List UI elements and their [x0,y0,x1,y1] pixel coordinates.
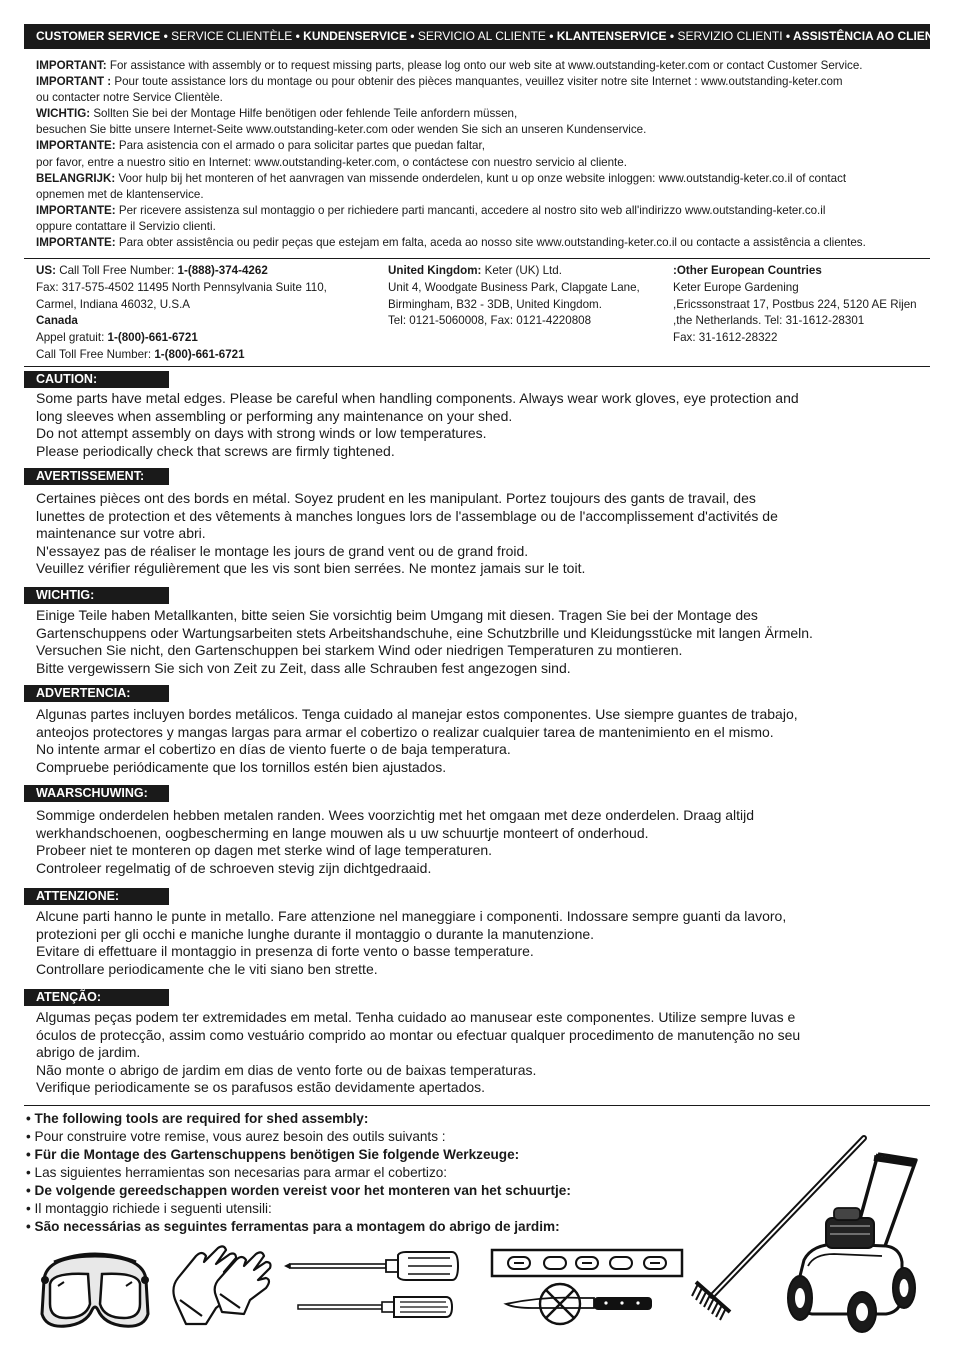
header-segment: SERVICE CLIENTÈLE [171,29,293,43]
notice-nl-cont: opnemen met de klantenservice. [36,187,204,201]
tools-line: • De volgende gereedschappen worden vereist voor het monteren van het schuurtje: [26,1183,571,1198]
section-body [36,390,916,460]
section-line: long sleeves when assembling or performing any maintenance on your shed. [36,407,513,424]
section-line: Please periodically check that screws are firmly tightened. [36,442,395,459]
customer-service-bar [24,24,949,49]
section-body [36,807,916,877]
section-line: werkhandschoenen, oogbescherming en lange mouwen als u uw schuurtje monteert of onderhoud. [36,824,649,841]
section-body [36,490,916,578]
section-label: WAARSCHUWING: [24,785,169,802]
section-label: AVERTISSEMENT: [24,468,169,485]
section-line: Einige Teile haben Metallkanten, bitte seien Sie vorsichtig beim Umgang mit diesen. Tragen Sie bei der Montage des [36,607,758,623]
header-segment: ASSISTÊNCIA AO CLIENTE [793,29,949,43]
section-line: Algunas partes incluyen bordes metálicos. Tenga cuidado al manejar estos componentes. Use siempre guantes de trabajo, [36,706,798,722]
section-line: óculos de protecção, assim como vestuário comprido ao montar ou efectuar qualquer procedimento de manutenção no seu [36,1026,801,1043]
section-line: Não monte o abrigo de jardim em dias de vento forte ou de baixas temperaturas. [36,1061,537,1078]
contact-uk: United Kingdom: Keter (UK) Ltd. Unit 4, Woodgate Business Park, Clapgate Lane, Birmingham, B32 - 3DB, United Kingdom. Tel: 0121-5060008, Fax: 0121-4220808 [388,264,640,328]
safety-goggles-icon [36,1242,154,1332]
contact-europe: :Other European Countries Keter Europe Gardening ,Ericssonstraat 17, Postbus 224, 5120 AE Rijen ,the Netherlands. Tel: 31-1612-28301 Fax: 31-1612-28322 [673,264,917,345]
tools-line: • Pour construire votre remise, vous aurez besoin des outils suivants : [26,1129,446,1144]
notice-es: IMPORTANTE: Para asistencia con el armado o para solicitar partes que puedan faltar, [36,139,485,153]
section-line: Alcune parti hanno le punte in metallo. Fare attenzione nel maneggiare i componenti. Indossare sempre guanti da lavoro, [36,908,787,924]
section-body [36,1009,916,1097]
notice-pt: IMPORTANTE: Para obter assistência ou pedir peças que estejam em falta, aceda ao nosso site www.outstanding-keter.co.il ou contacte a assistência a clientes. [36,236,866,250]
section-label: ATENÇÃO: [24,989,169,1006]
section-label: ATTENZIONE: [24,888,169,905]
section-line: Probeer niet te monteren op dagen met sterke wind of lage temperaturen. [36,842,493,859]
header-segment: CUSTOMER SERVICE [36,29,161,43]
divider [24,258,930,259]
divider [24,366,930,367]
header-segment: • [406,29,418,43]
section-label: ADVERTENCIA: [24,685,169,702]
tools-line: • Für die Montage des Gartenschuppens benötigen Sie folgende Werkzeuge: [26,1147,520,1162]
section-line: lunettes de protection et des vêtements à manches longues lors de l'assemblage ou de l'accomplissement d'activités de [36,507,778,524]
section-line: No intente armar el cobertizo en días de viento fuerte o de baja temperatura. [36,741,511,758]
notice-nl: BELANGRIJK: Voor hulp bij het monteren of het aanvragen van missende onderdelen, kunt u op onze website inloggen: www.outstandig-keter.co.il of contact [36,171,847,185]
important-notices [36,58,926,251]
section-line: abrigo de jardim. [36,1044,141,1061]
phillips-screwdriver-icon [280,1246,460,1286]
section-line: N'essayez pas de réaliser le montage les jours de grand vent ou de grand froid. [36,542,529,559]
section-label: WICHTIG: [24,587,169,604]
header-segment: • [160,29,172,43]
section-line: protezioni per gli occhi e maniche lunghe durante il montaggio o durante la manutenzione. [36,925,595,942]
section-line: Sommige onderdelen hebben metalen randen. Wees voorzichtig met het omgaan met deze onderdelen. Draag altijd [36,807,755,823]
header-segment: • [545,29,557,43]
section-body [36,908,916,978]
flat-screwdriver-icon [296,1292,456,1322]
divider [24,1105,930,1106]
section-line: Gartenschuppens oder Wartungsarbeiten stets Arbeitshandschuhe, eine Schutzbrille und Kleidungsstücke mit langen Ärmeln. [36,624,813,641]
spirit-level-icon [490,1246,686,1280]
section-line: Compruebe periódicamente que los tornillos estén bien ajustados. [36,758,447,775]
section-line: Some parts have metal edges. Please be careful when handling components. Always wear work gloves, eye protection and [36,390,799,406]
header-segment: • [666,29,678,43]
header-segment: SERVIZIO CLIENTI [677,29,783,43]
section-line: Certaines pièces ont des bords en métal. Soyez prudent en les manipulant. Portez toujours des gants de travail, des [36,490,756,506]
section-line: maintenance sur votre abri. [36,525,206,542]
lawn-mower-icon [782,1148,920,1334]
work-gloves-icon [166,1242,274,1326]
notice-fr-cont: ou contacter notre Service Clientèle. [36,91,223,105]
section-line: Controllare periodicamente che le viti siano ben strette. [36,960,378,977]
tools-line: • Las siguientes herramientas son necesarias para armar el cobertizo: [26,1165,448,1180]
contact-us-canada: US: Call Toll Free Number: 1-(888)-374-4262 Fax: 317-575-4502 11495 North Pennsylvania Suite 110, Carmel, Indiana 46032, U.S.A Canada Appel gratuit: 1-(800)-661-6721 Call Toll Free Number: 1-(800)-661-6721 [36,264,327,361]
tools-line: • Il montaggio richiede i seguenti utensili: [26,1201,272,1216]
tools-line: • São necessárias as seguintes ferramentas para a montagem do abrigo de jardim: [26,1219,560,1234]
notice-de: WICHTIG: Sollten Sie bei der Montage Hilfe benötigen oder fehlende Teile anfordern müssen, [36,107,518,121]
section-line: Versuchen Sie nicht, den Gartenschuppen bei starkem Wind oder niedrigen Temperaturen zu montieren. [36,642,683,659]
section-line: anteojos protectores y mangas largas para armar el cobertizo o realizar cualquier tarea de mantenimiento en el mismo. [36,723,774,740]
notice-fr: IMPORTANT : Pour toute assistance lors du montage ou pour obtenir des pièces manquantes, veuillez visiter notre site Internet : www.outstanding-keter.com [36,75,843,89]
header-segment: KLANTENSERVICE [556,29,667,43]
section-label: CAUTION: [24,371,169,388]
header-segment: KUNDENSERVICE [303,29,407,43]
header-segment: • [782,29,794,43]
section-body [36,607,916,677]
section-body [36,706,916,776]
notice-de-cont: besuchen Sie bitte unsere Internet-Seite www.outstanding-keter.com oder wenden Sie sich an unseren Kundenservice. [36,123,647,137]
notice-it: IMPORTANTE: Per ricevere assistenza sul montaggio o per richiedere parti mancanti, accedere al nostro sito web all'indirizzo www.outstanding-keter.co.il [36,203,826,217]
section-line: Bitte vergewissern Sie sich von Zeit zu Zeit, dass alle Schrauben fest angezogen sind. [36,659,571,676]
section-line: Verifique periodicamente se os parafusos estão devidamente apertados. [36,1079,486,1096]
notice-es-cont: por favor, entre a nuestro sitio en Internet: www.outstanding-keter.com, o contáctese con nuestro servicio al cliente. [36,155,627,169]
section-line: Do not attempt assembly on days with strong winds or low temperatures. [36,425,487,442]
section-line: Veuillez vérifier régulièrement que les vis sont bien serrées. Ne montez jamais sur le toit. [36,560,586,577]
knife-crossed-out-icon [502,1280,658,1332]
header-segment: • [292,29,304,43]
tools-line: • The following tools are required for shed assembly: [26,1111,369,1126]
section-line: Algumas peças podem ter extremidades em metal. Tenha cuidado ao manusear este componentes. Utilize sempre luvas e [36,1009,796,1025]
notice-it-cont: oppure contattare il Servizio clienti. [36,219,216,233]
header-segment: SERVICIO AL CLIENTE [417,29,546,43]
notice-en: IMPORTANT: For assistance with assembly or to request missing parts, please log onto our web site at www.outstanding-keter.com or contact Customer Service. [36,59,863,72]
section-line: Controleer regelmatig of de schroeven stevig zijn dichtgedraaid. [36,859,432,876]
section-line: Evitare di effettuare il montaggio in presenza di forte vento o basse temperature. [36,943,534,960]
